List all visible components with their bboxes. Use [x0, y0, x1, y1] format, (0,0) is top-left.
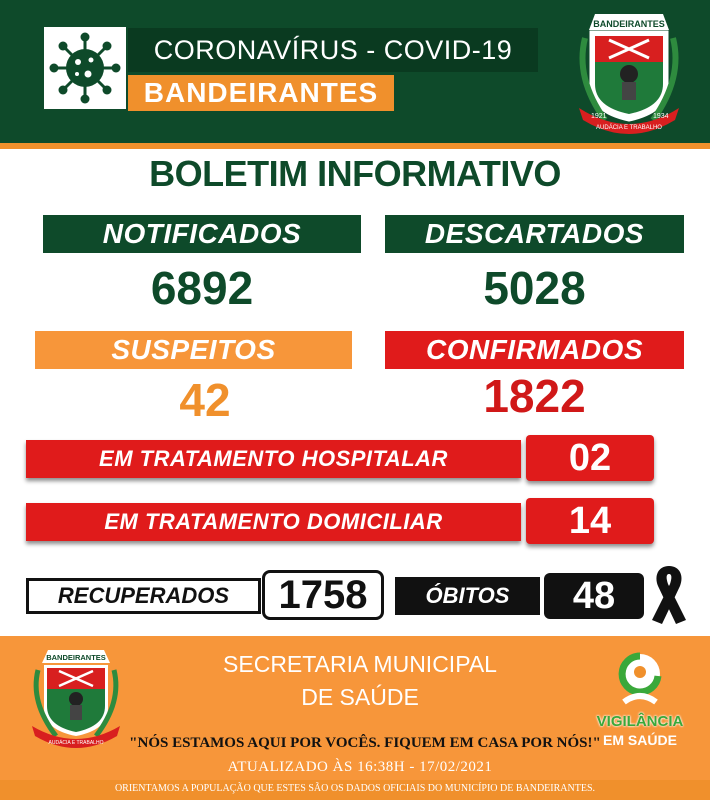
notificados-value: 6892	[150, 262, 254, 314]
domiciliar-value: 14	[526, 498, 654, 544]
obitos-value: 48	[544, 573, 644, 619]
descartados-value: 5028	[483, 262, 586, 314]
footer-quote: "NÓS ESTAMOS AQUI POR VOCÊS. FIQUEM EM CASA POR NÓS!"	[129, 735, 601, 751]
hospitalar-label: EM TRATAMENTO HOSPITALAR	[26, 440, 521, 478]
virus-icon	[44, 27, 126, 109]
crest-year-left: 1921	[591, 113, 607, 120]
crest-footer-name: BANDEIRANTES	[46, 653, 106, 662]
updated-timestamp: ATUALIZADO ÀS 16:38H - 17/02/2021	[227, 759, 493, 775]
confirmados-label: CONFIRMADOS	[385, 331, 684, 369]
crest-year-right: 1934	[653, 113, 669, 120]
descartados-label: DESCARTADOS	[385, 215, 684, 253]
recuperados-value: 1758	[262, 570, 384, 620]
notificados-label: NOTIFICADOS	[43, 215, 361, 253]
orientation-text: ORIENTAMOS A POPULAÇÃO QUE ESTES SÃO OS DADOS OFICIAIS DO MUNICÍPIO DE BANDEIRANTES.	[114, 783, 596, 794]
crest-footer-motto: AUDÁCIA E TRABALHO	[48, 740, 104, 746]
suspeitos-label: SUSPEITOS	[35, 331, 352, 369]
vigilancia-title: VIGILÂNCIA	[596, 713, 684, 730]
vigilancia-logo-icon	[590, 650, 690, 712]
virus-icon-box	[44, 27, 126, 109]
vigilancia-subtitle: EM SAÚDE	[603, 732, 677, 748]
crest-motto: AUDÁCIA E TRABALHO	[596, 125, 662, 131]
header-strip	[0, 143, 710, 149]
bulletin-title: BOLETIM INFORMATIVO	[149, 153, 561, 194]
header-title: CORONAVÍRUS - COVID-19	[128, 28, 538, 72]
obitos-label: ÓBITOS	[395, 577, 540, 615]
city-crest-icon	[565, 8, 693, 138]
secretaria-line-1: SECRETARIA MUNICIPAL	[223, 651, 497, 677]
recuperados-label: RECUPERADOS	[26, 578, 261, 614]
confirmados-value: 1822	[483, 370, 586, 422]
domiciliar-label: EM TRATAMENTO DOMICILIAR	[26, 503, 521, 541]
hospitalar-value: 02	[526, 435, 654, 481]
crest-name: BANDEIRANTES	[593, 19, 665, 29]
suspeitos-value: 42	[179, 374, 231, 426]
mourning-ribbon-icon	[646, 562, 692, 626]
header-city: BANDEIRANTES	[128, 75, 394, 111]
city-crest-footer-icon	[22, 646, 130, 750]
secretaria-line-2: DE SAÚDE	[301, 684, 419, 710]
